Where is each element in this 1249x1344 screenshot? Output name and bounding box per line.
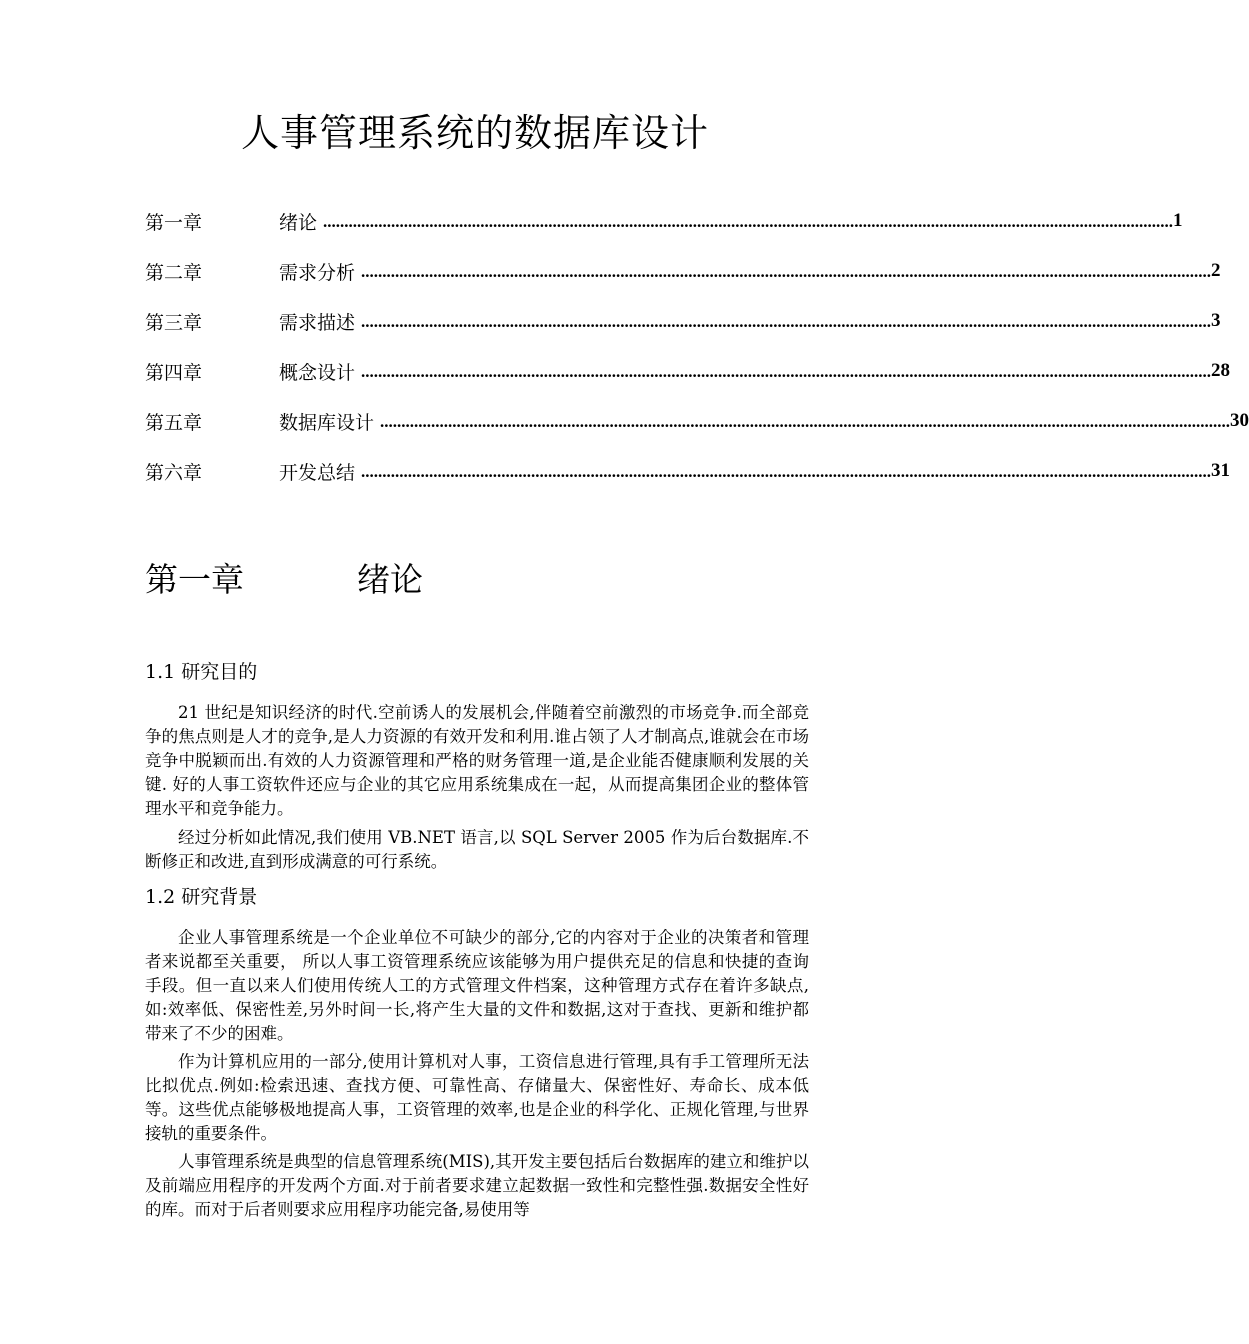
- toc-chapter-number: 第二章: [145, 261, 203, 284]
- toc-chapter-number: 第五章: [145, 411, 203, 434]
- section-heading: 1.2 研究背景: [145, 886, 258, 908]
- toc-page-number: 31: [1211, 460, 1231, 481]
- toc-leader-dots: ........................................................................................................................................................................................................: [361, 362, 1212, 381]
- toc-chapter-number: 第四章: [145, 361, 203, 384]
- body-paragraph: 企业人事管理系统是一个企业单位不可缺少的部分,它的内容对于企业的决策者和管理者来说都至关重要， 所以人事工资管理系统应该能够为用户提供充足的信息和快捷的查询手段。但一直以来人们使用传统人工的方式管理文件档案，这种管理方式存在着许多缺点,如:效率低、保密性差,另外时间一长,将产生大量的文件和数据,这对于查找、更新和维护都带来了不少的困难。: [145, 928, 809, 1043]
- toc-leader-dots: ........................................................................................................................................................................................................: [361, 462, 1212, 481]
- toc-page-number: 1: [1173, 210, 1183, 231]
- chapter-number: 第一章: [145, 560, 244, 599]
- toc-page-number: 30: [1230, 410, 1249, 431]
- toc-chapter-title: 开发总结: [279, 461, 356, 484]
- toc-entry[interactable]: [145, 446, 1231, 496]
- toc-chapter-title: 需求描述: [279, 311, 356, 334]
- toc-entry[interactable]: [145, 196, 1183, 246]
- chapter-title: 绪论: [357, 560, 423, 599]
- body-paragraph: 人事管理系统是典型的信息管理系统(MIS),其开发主要包括后台数据库的建立和维护以及前端应用程序的开发两个方面.对于前者要求建立起数据一致性和完整性强.数据安全性好的库。而对于后者则要求应用程序功能完备,易使用等: [145, 1152, 809, 1219]
- toc-chapter-number: 第一章: [145, 211, 203, 234]
- toc-leader-dots: ........................................................................................................................................................................................................: [361, 312, 1212, 331]
- toc-page-number: 3: [1211, 310, 1221, 331]
- toc-entry[interactable]: [145, 296, 1221, 346]
- toc-chapter-number: 第三章: [145, 311, 203, 334]
- toc-page-number: 2: [1211, 260, 1221, 281]
- toc-chapter-number: 第六章: [145, 461, 203, 484]
- toc-leader-dots: ........................................................................................................................................................................................................: [361, 262, 1212, 281]
- toc-chapter-title: 数据库设计: [279, 411, 375, 434]
- document-title: 人事管理系统的数据库设计: [240, 111, 709, 155]
- toc-entry[interactable]: [145, 346, 1231, 396]
- toc-page-number: 28: [1211, 360, 1231, 381]
- toc-leader-dots: ........................................................................................................................................................................................................: [323, 212, 1174, 231]
- toc-entry[interactable]: [145, 396, 1249, 446]
- toc-chapter-title: 绪论: [279, 211, 318, 234]
- toc-leader-dots: ........................................................................................................................................................................................................: [380, 412, 1231, 431]
- chapter-heading: [145, 556, 423, 604]
- body-paragraph: 作为计算机应用的一部分,使用计算机对人事，工资信息进行管理,具有手工管理所无法比拟优点.例如:检索迅速、查找方便、可靠性高、存储量大、保密性好、寿命长、成本低等。这些优点能够极地提高人事，工资管理的效率,也是企业的科学化、正规化管理,与世界接轨的重要条件。: [145, 1052, 809, 1143]
- table-of-contents: [145, 196, 1249, 496]
- toc-entry[interactable]: [145, 246, 1221, 296]
- toc-chapter-title: 需求分析: [279, 261, 356, 284]
- body-paragraph: 经过分析如此情况,我们使用 VB.NET 语言,以 SQL Server 2005 作为后台数据库.不断修正和改进,直到形成满意的可行系统。: [145, 828, 809, 871]
- toc-chapter-title: 概念设计: [279, 361, 356, 384]
- body-paragraph: 21 世纪是知识经济的时代.空前诱人的发展机会,伴随着空前激烈的市场竞争.而全部竞争的焦点则是人才的竞争,是人力资源的有效开发和利用.谁占领了人才制高点,谁就会在市场竞争中脱颖而出.有效的人力资源管理和严格的财务管理一道,是企业能否健康顺利发展的关键. 好的人事工资软件还应与企业的其它应用系统集成在一起，从而提高集团企业的整体管理水平和竞争能力。: [145, 703, 809, 818]
- section-heading: 1.1 研究目的: [145, 661, 258, 683]
